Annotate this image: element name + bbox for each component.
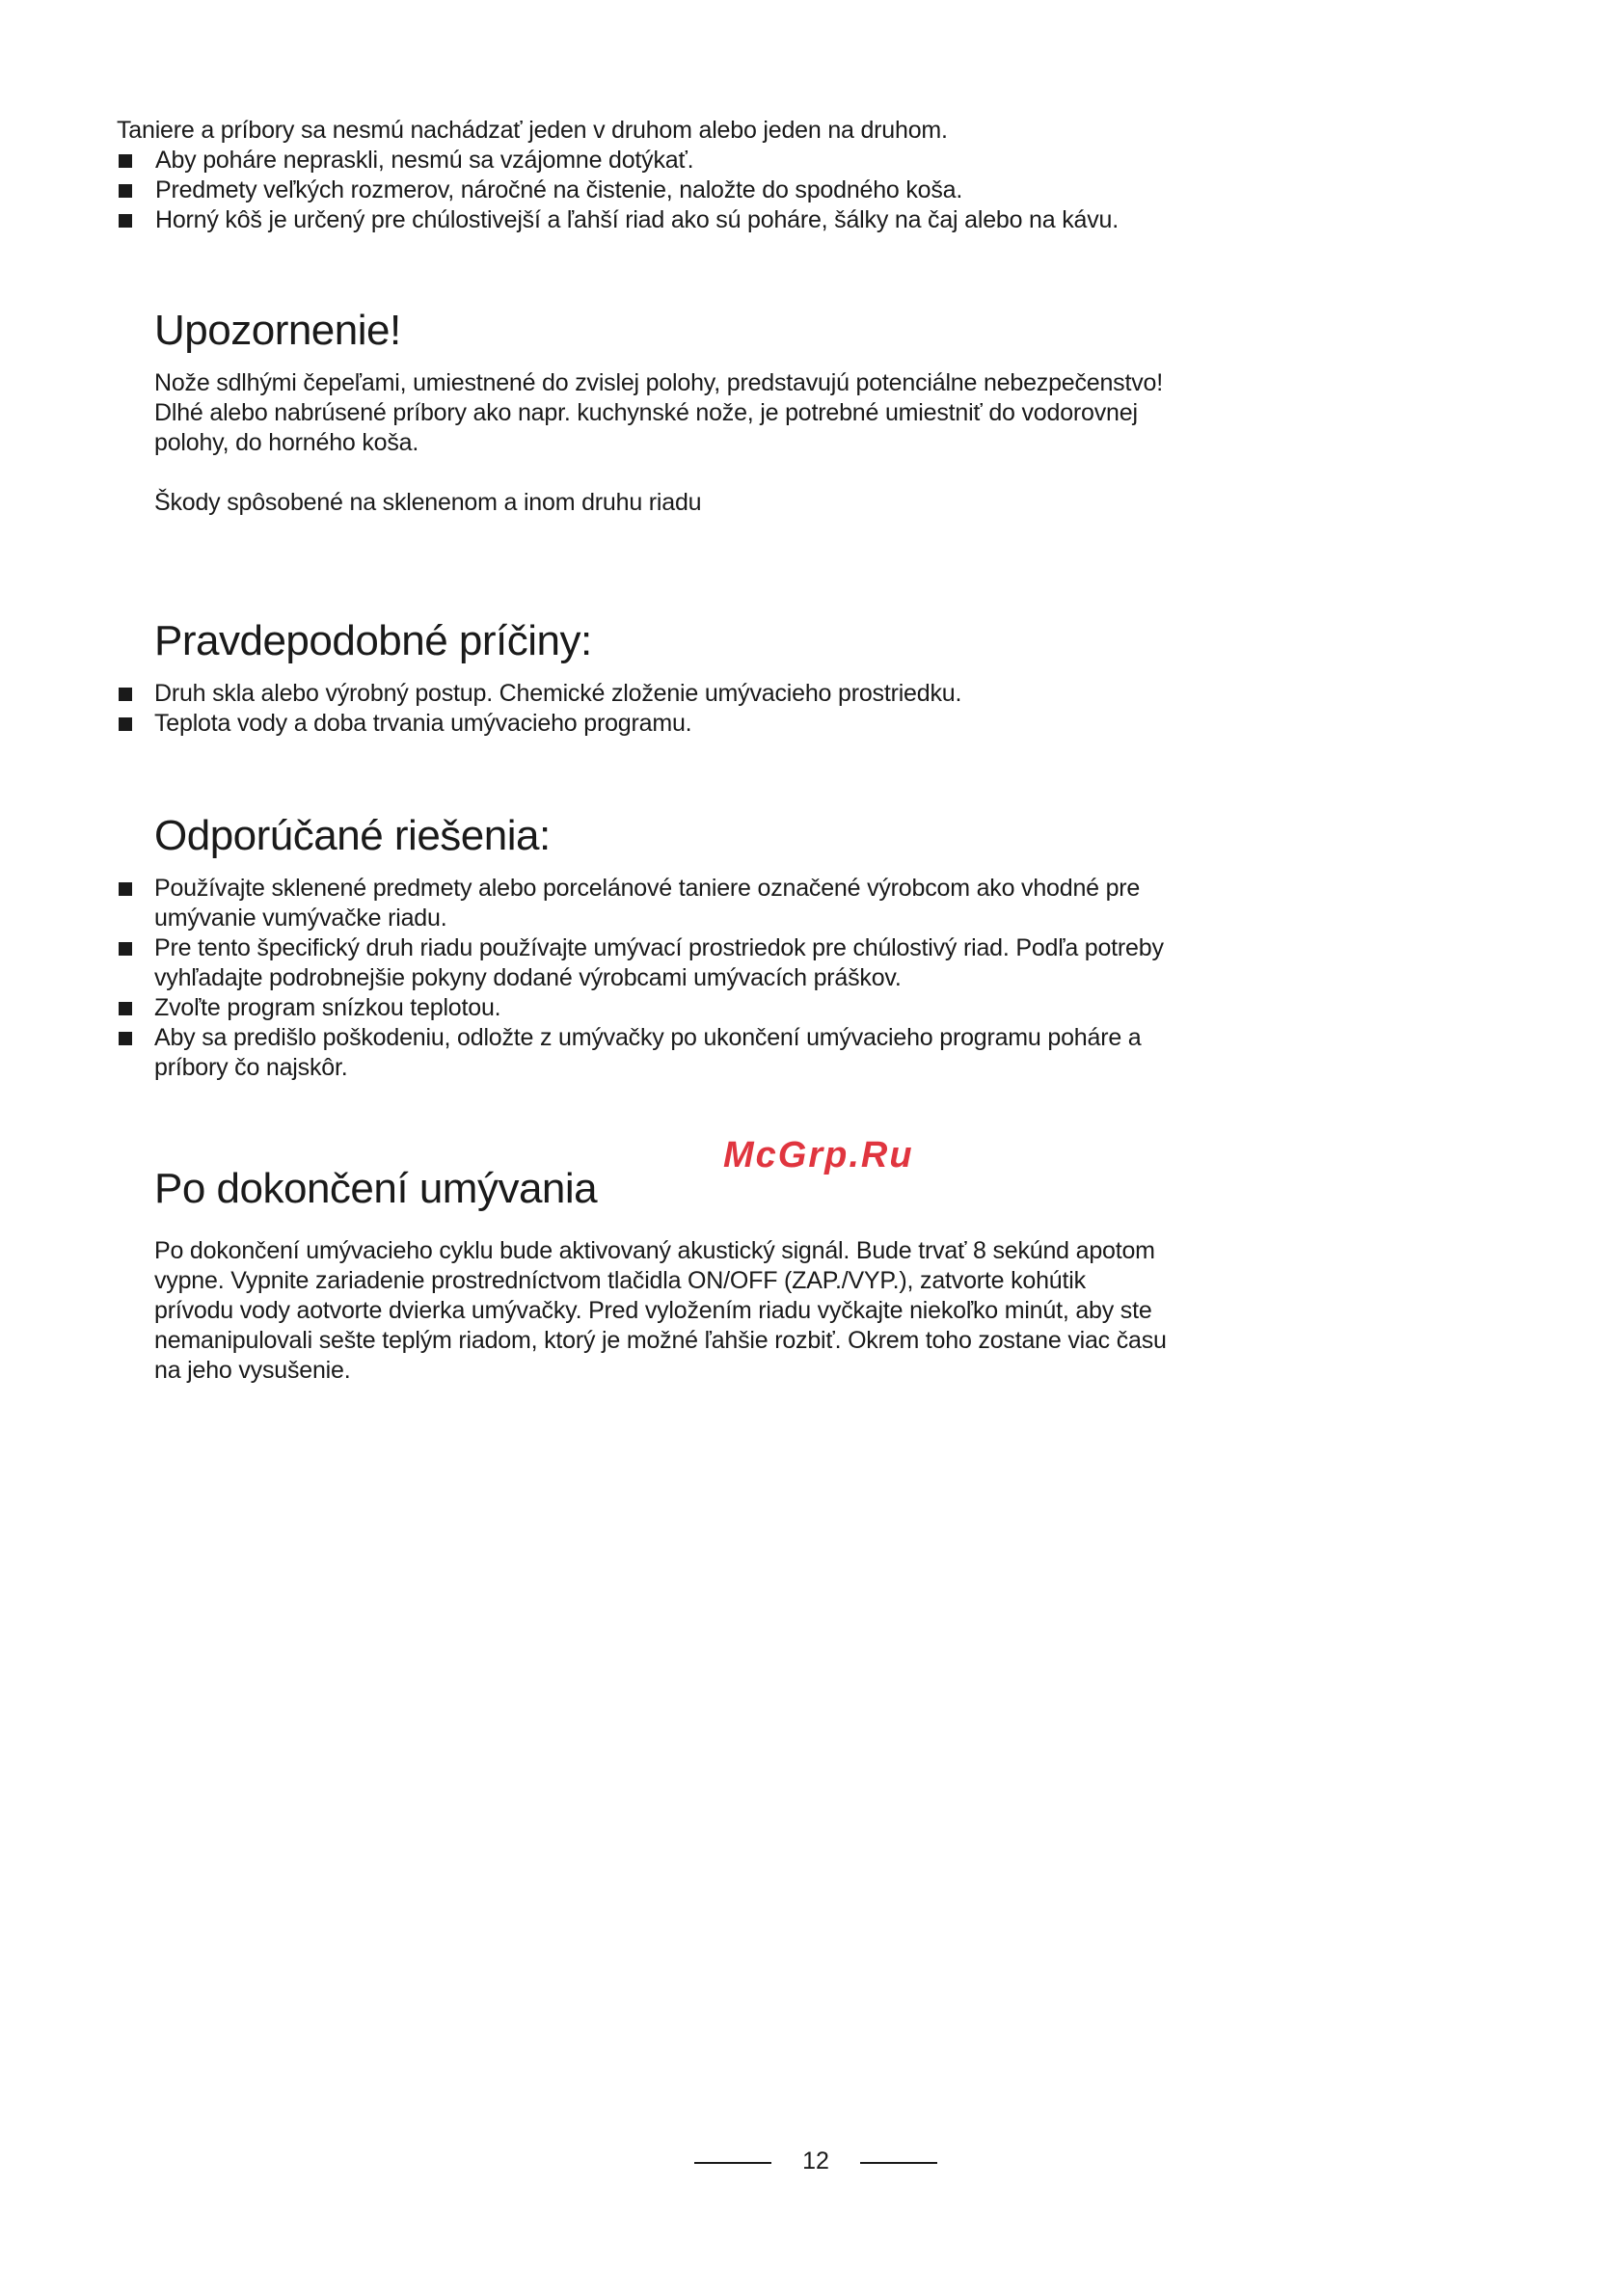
list-item: Horný kôš je určený pre chúlostivejší a ľahší riad ako sú poháre, šálky na čaj alebo na kávu.	[117, 205, 1177, 235]
bullet-square-icon	[119, 184, 132, 198]
list-item: Teplota vody a doba trvania umývacieho programu.	[117, 709, 1167, 739]
page-number: 12	[802, 2147, 829, 2174]
finish-heading: Po dokončení umývania	[154, 1165, 598, 1212]
list-item: Pre tento špecifický druh riadu používajte umývací prostriedok pre chúlostivý riad. Podľa potreby vyhľadajte podrobnejšie pokyny dodané výrobcami umývacích práškov.	[117, 933, 1167, 993]
list-item: Zvoľte program snízkou teplotou.	[117, 993, 1167, 1023]
intro-line: Taniere a príbory sa nesmú nachádzať jeden v druhom alebo jeden na druhom.	[117, 117, 948, 144]
bullet-square-icon	[119, 154, 132, 168]
finish-section	[154, 1165, 1167, 1386]
warning-paragraph: Nože sdlhými čepeľami, umiestnené do zvislej polohy, predstavujú potenciálne nebezpečenstvo!	[154, 369, 1163, 396]
bullet-square-icon	[119, 214, 132, 228]
warning-paragraph: Dlhé alebo nabrúsené príbory ako napr. kuchynské nože, je potrebné umiestniť do vodorovnej polohy, do horného koša.	[154, 399, 1138, 456]
causes-heading: Pravdepodobné príčiny:	[154, 617, 592, 664]
bullet-square-icon	[119, 1032, 132, 1045]
finish-paragraph: Po dokončení umývacieho cyklu bude aktivovaný akustický signál. Bude trvať 8 sekúnd apotom vypne. Vypnite zariadenie prostredníctvom tlačidla ON/OFF (ZAP./VYP.), zatvorte kohútik prívodu vody aotvorte dvierka umývačky. Pred vyložením riadu vyčkajte niekoľko minút, aby ste nemanipulovali sešte teplým riadom, ktorý je možné ľahšie rozbiť. Okrem toho zostane viac času na jeho vysušenie.	[154, 1237, 1167, 1384]
bullet-square-icon	[119, 942, 132, 956]
warning-section	[154, 307, 1167, 518]
causes-section	[154, 617, 1167, 739]
list-item: Používajte sklenené predmety alebo porcelánové taniere označené výrobcom ako vhodné pre umývanie vumývačke riadu.	[117, 874, 1167, 933]
footer-rule	[860, 2162, 937, 2164]
damage-note: Škody spôsobené na sklenenom a inom druhu riadu	[154, 489, 702, 516]
intro-bullet-list	[117, 146, 1177, 235]
bullet-square-icon	[119, 688, 132, 701]
solutions-bullet-list	[117, 874, 1167, 1083]
bullet-square-icon	[119, 882, 132, 896]
intro-block	[117, 116, 1177, 235]
list-item: Aby sa predišlo poškodeniu, odložte z umývačky po ukončení umývacieho programu poháre a príbory čo najskôr.	[117, 1023, 1167, 1083]
causes-bullet-list	[117, 679, 1167, 739]
solutions-section	[154, 812, 1167, 1083]
bullet-square-icon	[119, 717, 132, 731]
list-item: Predmety veľkých rozmerov, náročné na čistenie, naložte do spodného koša.	[117, 176, 1177, 205]
watermark-logo: McGrp.Ru	[723, 1135, 914, 1175]
page-footer	[694, 2143, 937, 2181]
bullet-square-icon	[119, 1002, 132, 1015]
list-item: Aby poháre nepraskli, nesmú sa vzájomne dotýkať.	[117, 146, 1177, 176]
solutions-heading: Odporúčané riešenia:	[154, 812, 551, 859]
warning-heading: Upozornenie!	[154, 307, 401, 354]
list-item: Druh skla alebo výrobný postup. Chemické zloženie umývacieho prostriedku.	[117, 679, 1167, 709]
